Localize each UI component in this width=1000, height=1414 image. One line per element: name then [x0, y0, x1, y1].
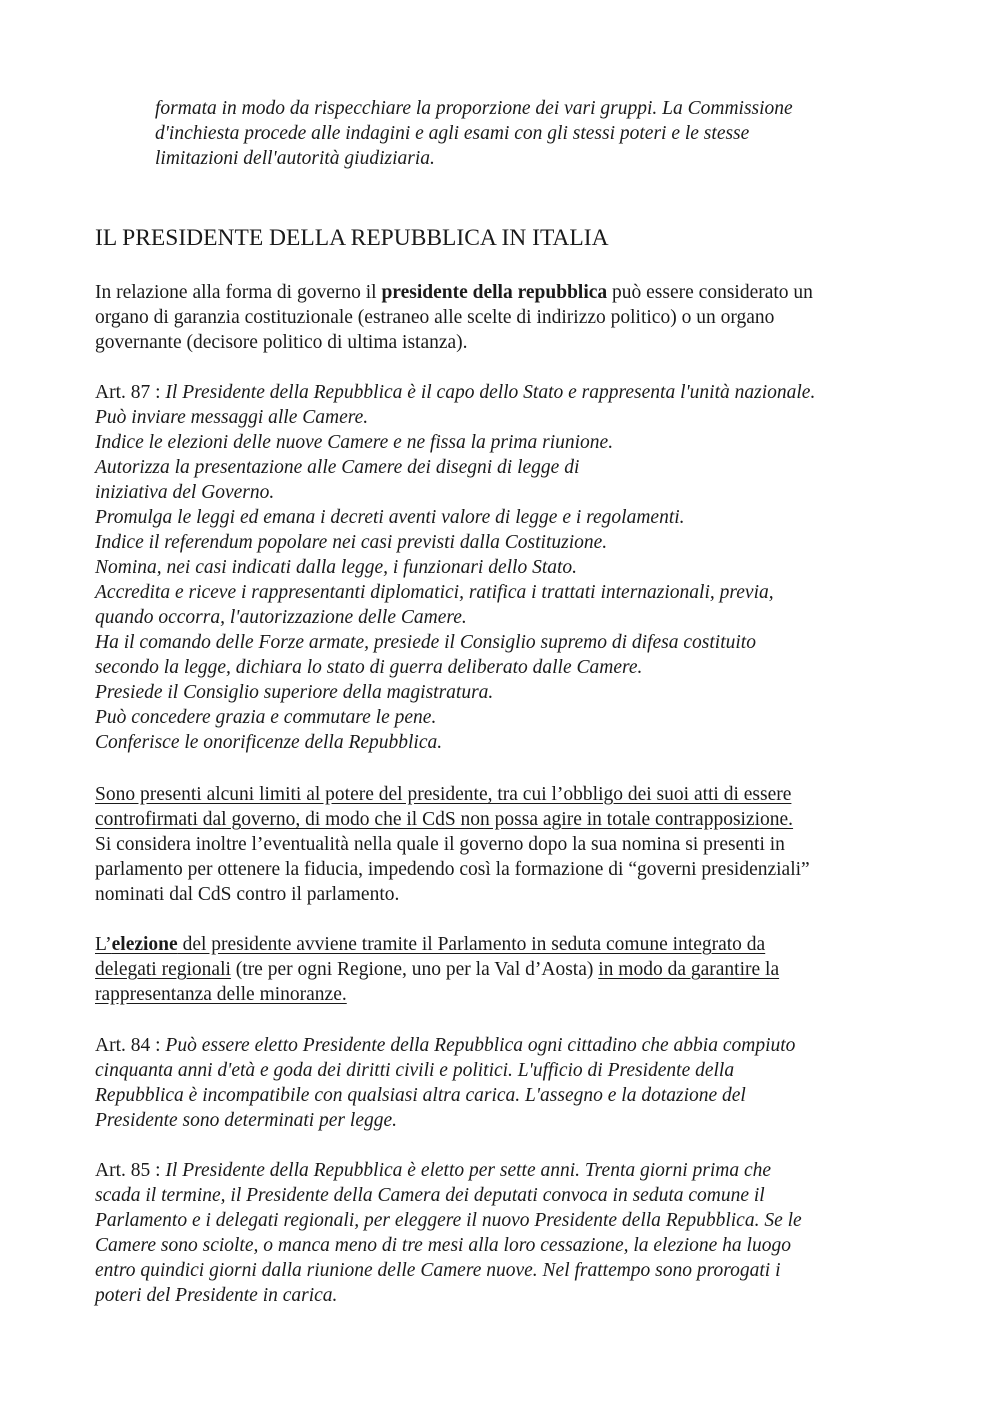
- article-line: Indice il referendum popolare nei casi previsti dalla Costituzione.: [95, 532, 608, 553]
- quote-line: formata in modo da rispecchiare la proporzione dei vari gruppi. La Commissione: [155, 98, 793, 119]
- article-line: entro quindici giorni dalla riunione delle Camere nuove. Nel frattempo sono prorogati i: [95, 1260, 781, 1281]
- bold-text: presidente della repubblica: [381, 282, 608, 303]
- article-line: Presiede il Consiglio superiore della magistratura.: [95, 682, 494, 703]
- article-line: Camere sono sciolte, o manca meno di tre mesi alla loro cessazione, la elezione ha luogo: [95, 1235, 791, 1256]
- article-line: Ha il comando delle Forze armate, presiede il Consiglio supremo di difesa costituito: [95, 632, 756, 653]
- article-label: Art. 87 :: [95, 382, 166, 403]
- underlined-text: in modo da garantire la: [598, 959, 780, 980]
- paragraph-line: Si considera inoltre l’eventualità nella quale il governo dopo la sua nomina si presenti in: [95, 834, 785, 855]
- text-run: può essere considerato un: [607, 282, 813, 303]
- article-line: poteri del Presidente in carica.: [95, 1285, 338, 1306]
- article-87: [95, 380, 925, 755]
- article-label: Art. 84 :: [95, 1035, 166, 1056]
- paragraph-forma-di-governo: [95, 280, 925, 355]
- quote-line: d'inchiesta procede alle indagini e agli esami con gli stessi poteri e le stesse: [155, 123, 750, 144]
- article-line: Accredita e riceve i rappresentanti diplomatici, ratifica i trattati internazionali, previa,: [95, 582, 774, 603]
- section-heading: IL PRESIDENTE DELLA REPUBBLICA IN ITALIA: [95, 225, 609, 251]
- article-text: Può essere eletto Presidente della Repubblica ogni cittadino che abbia compiuto: [165, 1035, 796, 1056]
- underlined-line: controfirmati dal governo, di modo che il CdS non possa agire in totale contrapposizione.: [95, 809, 794, 830]
- article-line: Nomina, nei casi indicati dalla legge, i funzionari dello Stato.: [95, 557, 578, 578]
- article-first-line: [95, 1033, 925, 1058]
- article-line: secondo la legge, dichiara lo stato di guerra deliberato dalle Camere.: [95, 657, 643, 678]
- article-label: Art. 85 :: [95, 1160, 166, 1181]
- paragraph-line: [95, 957, 925, 982]
- underlined-text: delegati regionali: [95, 959, 231, 980]
- underlined-line: rappresentanza delle minoranze.: [95, 984, 347, 1005]
- article-first-line: [95, 1158, 925, 1183]
- paragraph-line: organo di garanzia costituzionale (estraneo alle scelte di indirizzo politico) o un organo: [95, 307, 775, 328]
- article-line: cinquanta anni d'età e goda dei diritti civili e politici. L'ufficio di Presidente della: [95, 1060, 735, 1081]
- article-line: Repubblica è incompatibile con qualsiasi altra carica. L'assegno e la dotazione del: [95, 1085, 746, 1106]
- article-line: Parlamento e i delegati regionali, per eleggere il nuovo Presidente della Repubblica. Se le: [95, 1210, 802, 1231]
- quote-line: limitazioni dell'autorità giudiziaria.: [155, 148, 435, 169]
- paragraph-line: governante (decisore politico di ultima istanza).: [95, 332, 468, 353]
- bold-text: elezione: [111, 934, 178, 955]
- underlined-line: Sono presenti alcuni limiti al potere del presidente, tra cui l’obbligo dei suoi atti di essere: [95, 784, 792, 805]
- intro-quote: [155, 96, 915, 171]
- article-line: Conferisce le onorificenze della Repubblica.: [95, 732, 443, 753]
- article-line: Indice le elezioni delle nuove Camere e ne fissa la prima riunione.: [95, 432, 614, 453]
- paragraph-line: [95, 280, 925, 305]
- text-run: In relazione alla forma di governo il: [95, 282, 382, 303]
- article-line: Può inviare messaggi alle Camere.: [95, 407, 369, 428]
- article-line: Promulga le leggi ed emana i decreti aventi valore di legge e i regolamenti.: [95, 507, 685, 528]
- article-line: Presidente sono determinati per legge.: [95, 1110, 398, 1131]
- text-run: L’: [95, 934, 112, 955]
- paragraph-limiti: [95, 782, 925, 907]
- article-text: Il Presidente della Repubblica è eletto per sette anni. Trenta giorni prima che: [165, 1160, 772, 1181]
- article-line: iniziativa del Governo.: [95, 482, 275, 503]
- article-line: scada il termine, il Presidente della Camera dei deputati convoca in seduta comune il: [95, 1185, 765, 1206]
- article-first-line: [95, 380, 925, 405]
- paragraph-elezione: [95, 932, 925, 1007]
- paragraph-line: parlamento per ottenere la fiducia, impedendo così la formazione di “governi presidenziali”: [95, 859, 810, 880]
- article-line: quando occorra, l'autorizzazione delle Camere.: [95, 607, 467, 628]
- article-84: [95, 1033, 925, 1133]
- paragraph-line: nominati dal CdS contro il parlamento.: [95, 884, 400, 905]
- article-line: Autorizza la presentazione alle Camere dei disegni di legge di: [95, 457, 580, 478]
- article-text: Il Presidente della Repubblica è il capo dello Stato e rappresenta l'unità nazionale.: [165, 382, 816, 403]
- article-85: [95, 1158, 925, 1308]
- paragraph-line: [95, 932, 925, 957]
- text-run: del presidente avviene tramite il Parlamento in seduta comune integrato da: [177, 934, 766, 955]
- article-line: Può concedere grazia e commutare le pene.: [95, 707, 437, 728]
- text-run: (tre per ogni Regione, uno per la Val d’Aosta): [230, 959, 599, 980]
